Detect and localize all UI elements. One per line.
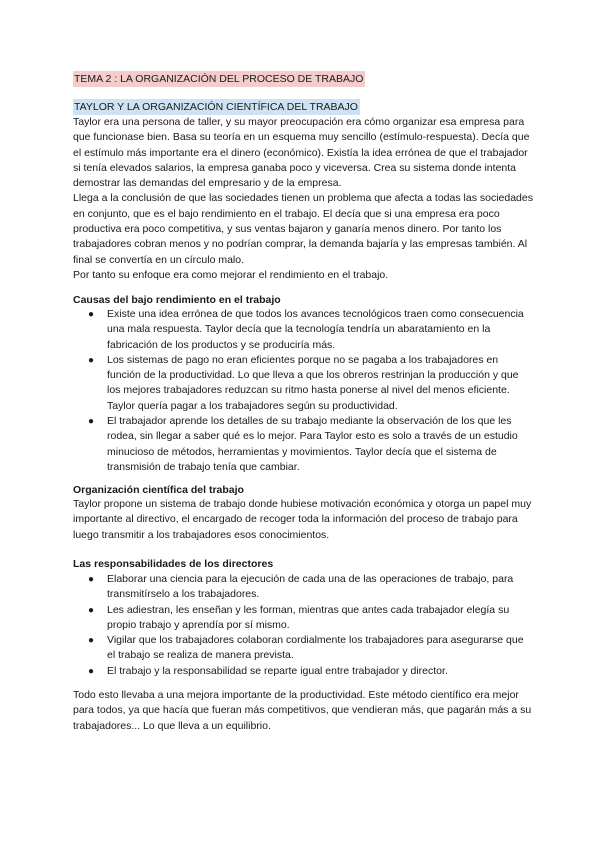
section-title: TAYLOR Y LA ORGANIZACIÓN CIENTÍFICA DEL TRABAJO: [74, 101, 358, 113]
causas-heading: Causas del bajo rendimiento en el trabajo: [73, 294, 281, 306]
bullet-icon: ●: [88, 309, 95, 320]
responsabilidades-list: [73, 572, 533, 679]
list-item: ● Elaborar una ciencia para la ejecución de cada una de las operaciones de trabajo, para transmitírselo a los trabajadores.: [88, 573, 514, 601]
list-item: ● Les adiestran, les enseñan y les forman, mientras que antes cada trabajador elegía su propio trabajo y aprendía por sí mismo.: [88, 603, 510, 631]
document-title: TEMA 2 : LA ORGANIZACIÓN DEL PROCESO DE TRABAJO: [74, 73, 364, 85]
organizacion-heading: Organización científica del trabajo: [73, 484, 244, 496]
list-item: ● El trabajo y la responsabilidad se reparte igual entre trabajador y director.: [73, 664, 533, 679]
intro-paragraph-3: Por tanto su enfoque era como mejorar el rendimiento en el trabajo.: [73, 268, 389, 281]
bullet-icon: ●: [88, 354, 95, 366]
intro-section: [73, 115, 533, 283]
list-item: ● Existe una idea errónea de que todos los avances tecnológicos traen como consecuencia una mala respuesta. Taylor decía que la tecnología tendría un abaratamiento en la fabricación de los productos y se produciría más.: [88, 308, 524, 351]
organizacion-section: [73, 497, 533, 543]
responsabilidades-heading: Las responsabilidades de los directores: [73, 558, 274, 570]
causas-list: [73, 307, 533, 475]
intro-paragraph-2: Llega a la conclusión de que las sociedades tienen un problema que afecta a todas las sociedades en conjunto, que es el bajo rendimiento en el trabajo. El decía que si una empresa era poco productiva era poco competitiva, y sus ventas bajaron y ganaría menos dinero. Por tanto los trabajadores cobran menos y no podrían comprar, la demanda bajaría y las empresas también. Al final se convertía en un círculo malo.: [73, 192, 533, 266]
bullet-icon: ●: [88, 665, 95, 677]
conclusion-paragraph: Todo esto llevaba a una mejora importante de la productividad. Este método científico era mejor para todos, ya que hacía que fueran más competitivos, que vendieran más, que pagarán más a su trabajadores... Lo que lleva a un equilibrio.: [73, 689, 532, 732]
list-item: ● Los sistemas de pago no eran eficientes porque no se pagaba a los trabajadores en función de la productividad. Lo que lleva a que los obreros restrinjan la producción y que los mejores trabajadores reduzcan su ritmo hasta ponerse al nivel del menos eficiente. Taylor quería pagar a los trabajadores según su productividad.: [88, 353, 519, 412]
bullet-icon: ●: [88, 574, 95, 585]
list-item: ● Vigilar que los trabajadores colaboran cordialmente los trabajadores para asegurarse que el trabajo se realiza de manera prevista.: [88, 634, 524, 662]
conclusion-section: [73, 688, 533, 734]
organizacion-paragraph: Taylor propone un sistema de trabajo donde hubiese motivación económica y otorga un papel muy importante al directivo, el encargado de recoger toda la información del proceso de trabajo para luego transmitir a los trabajadores esos conocimientos.: [73, 498, 532, 541]
bullet-icon: ●: [88, 416, 95, 428]
bullet-icon: ●: [88, 635, 95, 647]
intro-paragraph-1: Taylor era una persona de taller, y su mayor preocupación era cómo organizar esa empresa para que funcionase bien. Basa su teoría en un esquema muy sencillo (estímulo-respuesta). Decía que el estímulo más importante era el dinero (económico). Existía la idea errónea de que el trabajador si tenía elevados salarios, la empresa ganaba poco y viceversa. Crea su sistema donde intenta demostrar las demandas del empresario y de la empresa.: [73, 116, 530, 190]
bullet-icon: ●: [88, 604, 95, 616]
list-item: ● El trabajador aprende los detalles de su trabajo mediante la observación de los que les rodea, sin llegar a saber qué es lo mejor. Para Taylor esto es solo a través de un estudio minucioso de métodos, herramientas y movimientos. Taylor decía que el sistema de transmisión de trabajo tenía que cambiar.: [88, 415, 518, 473]
